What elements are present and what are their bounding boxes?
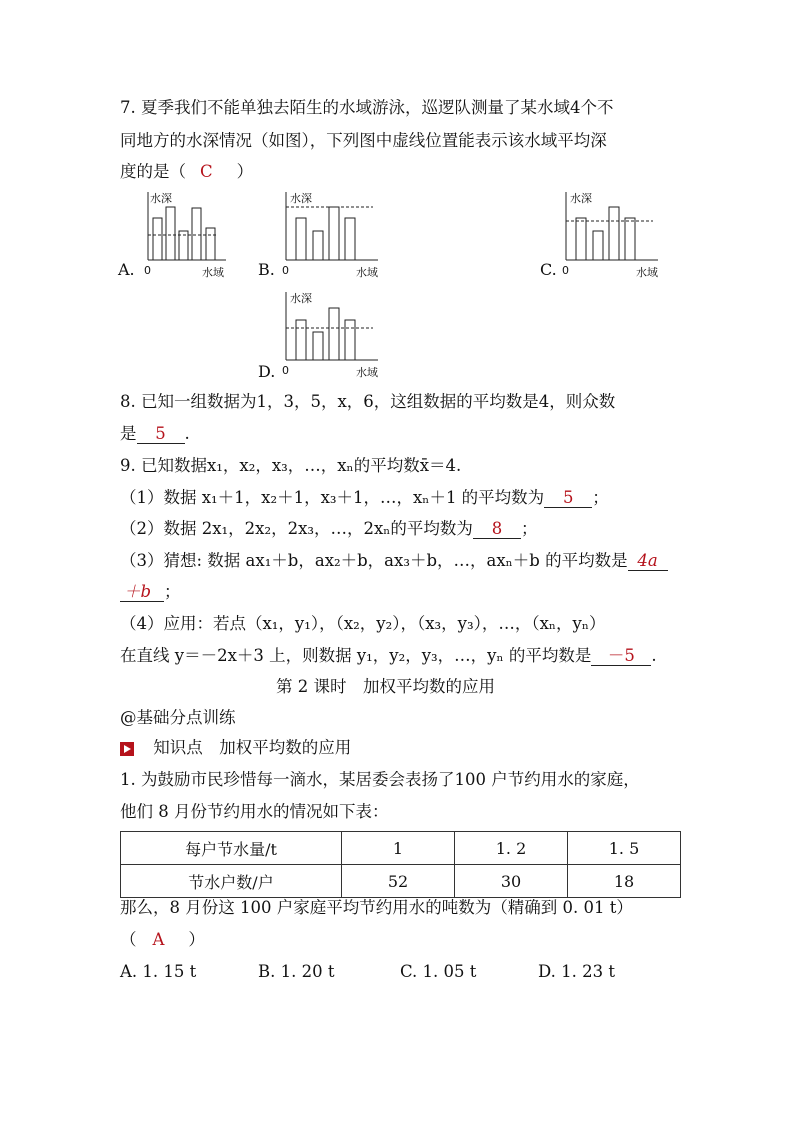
chart-d-bar-2 — [313, 332, 323, 360]
q9-part3-text: （3）猜想: 数据 ax₁＋b，ax₂＋b，ax₃＋b，…，axₙ＋b 的平均数是 — [120, 551, 628, 570]
chart-d-xlabel: 水域 — [356, 366, 378, 379]
chart-b-origin: 0 — [282, 264, 289, 277]
table-cell: 18 — [568, 865, 681, 898]
q7-answer: C — [200, 162, 213, 181]
chart-c-origin: 0 — [562, 264, 569, 277]
chart-a-option-label: A. — [118, 260, 135, 279]
q9-part3-cont — [120, 584, 181, 602]
chart-d-origin: 0 — [282, 364, 289, 377]
chart-c-ylabel: 水深 — [570, 192, 592, 205]
q7-chart-b — [258, 188, 388, 280]
table-cell: 52 — [342, 865, 455, 898]
q9-part1 — [120, 490, 609, 508]
chart-a-bar-5 — [206, 228, 215, 260]
q1-option-d: D. 1. 23 t — [538, 962, 615, 981]
section-subtitle: @基础分点训练 — [120, 708, 236, 727]
play-marker-icon — [120, 742, 134, 756]
chart-d-bar-3 — [329, 308, 339, 360]
q9-part2-text: （2）数据 2x₁，2x₂，2x₃，…，2xₙ的平均数为 — [120, 519, 473, 538]
q1-table — [120, 831, 681, 898]
chart-a-origin: 0 — [144, 264, 151, 277]
chart-b-xlabel: 水域 — [356, 266, 378, 279]
q9-part2-post: ； — [520, 519, 538, 538]
q1-line4 — [120, 932, 205, 949]
q9-part1-text: （1）数据 x₁＋1，x₂＋1，x₃＋1，…，xₙ＋1 的平均数为 — [120, 488, 545, 507]
table-cell: 1. 5 — [568, 832, 681, 865]
q1-line4-post: ） — [188, 930, 205, 949]
q8-line1: 8. 已知一组数据为1，3，5，x，6，这组数据的平均数是4，则众数 — [120, 392, 616, 411]
table-row — [121, 832, 681, 865]
table-cell: 1 — [342, 832, 455, 865]
q7-line2: 同地方的水深情况（如图），下列图中虚线位置能表示该水域平均深 — [120, 131, 607, 150]
knowledge-point-label: 知识点 加权平均数的应用 — [153, 738, 352, 757]
q9-stem: 9. 已知数据x₁，x₂，x₃，…，xₙ的平均数x̄＝4. — [120, 456, 462, 475]
section-title: 第 2 课时 加权平均数的应用 — [276, 677, 495, 696]
chart-c-option-label: C. — [540, 260, 557, 279]
q9-part4-answer: －5 — [591, 648, 651, 666]
q8-line2-pre: 是 — [120, 424, 137, 443]
knowledge-point — [120, 740, 351, 757]
q1-line2: 他们 8 月份节约用水的情况如下表： — [120, 802, 389, 821]
table-cell: 1. 2 — [455, 832, 568, 865]
q1-line1: 1. 为鼓励市民珍惜每一滴水，某居委会表扬了100 户节约用水的家庭， — [120, 770, 640, 789]
q9-part4-line1: （4）应用：若点（x₁，y₁），（x₂，y₂），（x₃，y₃），…，（xₙ，yₙ） — [120, 614, 606, 633]
chart-b-ylabel: 水深 — [290, 192, 312, 205]
chart-a-ylabel: 水深 — [150, 192, 172, 205]
table-cell: 每户节水量/t — [121, 832, 342, 865]
q7-line3-pre: 度的是（ — [120, 162, 186, 181]
q9-part3-post: ； — [164, 582, 181, 601]
chart-b-option-label: B. — [258, 260, 275, 279]
chart-b-bar-1 — [296, 218, 306, 260]
chart-c-bar-2 — [593, 231, 603, 260]
chart-a-bar-1 — [153, 218, 162, 260]
q1-answer: A — [152, 930, 165, 949]
q1-option-c: C. 1. 05 t — [400, 962, 477, 981]
chart-b-bar-2 — [313, 231, 323, 260]
chart-c-bar-1 — [576, 218, 586, 260]
chart-d-bar-4 — [345, 320, 355, 360]
q1-option-b: B. 1. 20 t — [258, 962, 335, 981]
chart-c-bar-3 — [609, 207, 619, 260]
q7-line1: 7. 夏季我们不能单独去陌生的水域游泳，巡逻队测量了某水域4个不 — [120, 98, 614, 117]
chart-c-xlabel: 水域 — [636, 266, 658, 279]
q9-part3-answer-1: 4a — [628, 553, 668, 571]
q9-part4-text: 在直线 y＝－2x＋3 上，则数据 y₁，y₂，y₃，…，yₙ 的平均数是 — [120, 646, 592, 665]
q9-part4-line2 — [120, 648, 657, 666]
chart-b-bar-4 — [345, 218, 355, 260]
q7-chart-d — [258, 288, 388, 380]
q9-part1-post: ； — [592, 488, 609, 507]
q8-line2-post: . — [184, 424, 190, 443]
q8-answer: 5 — [137, 426, 185, 444]
q1-line4-pre: （ — [120, 930, 137, 949]
table-cell: 30 — [455, 865, 568, 898]
q1-option-a: A. 1. 15 t — [120, 962, 197, 981]
q7-line3 — [120, 164, 253, 181]
table-cell: 节水户数/户 — [121, 865, 342, 898]
chart-b-bar-3 — [329, 207, 339, 260]
q7-chart-c — [538, 188, 668, 280]
chart-a-bar-4 — [192, 208, 201, 260]
q9-part2-answer: 8 — [473, 521, 521, 539]
chart-d-ylabel: 水深 — [290, 292, 312, 305]
chart-d-option-label: D. — [258, 362, 276, 381]
chart-d-bar-1 — [296, 320, 306, 360]
q9-part1-answer: 5 — [544, 490, 592, 508]
q9-part3 — [120, 553, 668, 571]
q7-chart-a — [118, 188, 228, 280]
chart-a-bar-2 — [166, 207, 175, 260]
q1-line3: 那么，8 月份这 100 户家庭平均节约用水的吨数为（精确到 0. 01 t） — [120, 898, 633, 917]
q7-line3-post: ） — [236, 162, 254, 181]
q9-part2 — [120, 521, 537, 539]
chart-c-bar-4 — [625, 218, 635, 260]
q9-part4-post: . — [651, 646, 657, 665]
table-row — [121, 865, 681, 898]
q8-line2 — [120, 426, 190, 444]
chart-a-xlabel: 水域 — [202, 266, 224, 279]
q9-part3-answer-2: ＋b — [120, 584, 164, 602]
